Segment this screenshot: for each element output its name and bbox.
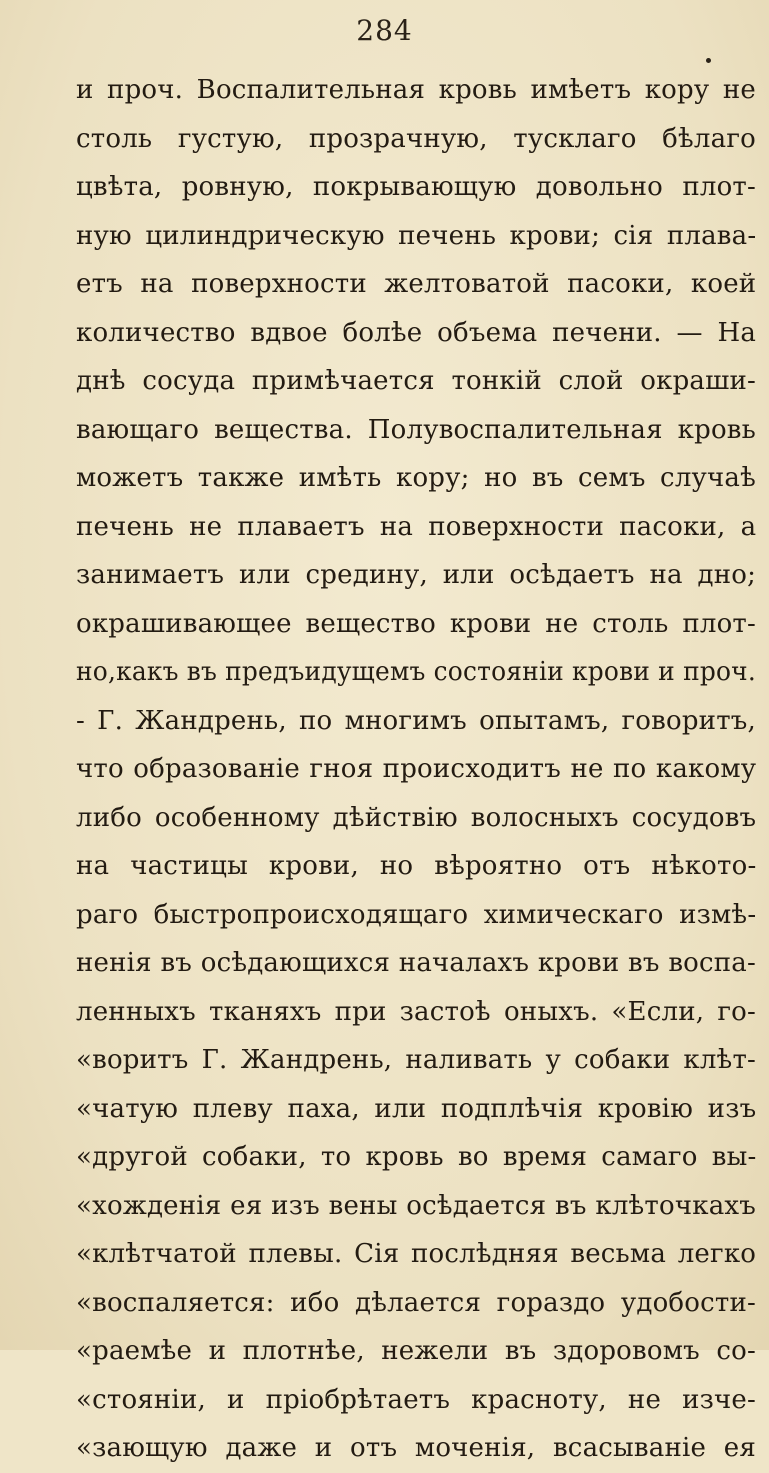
text-line: окрашивающее вещество крови не столь плот- [76,608,756,639]
page-number: 284 [356,14,413,47]
text-line: цвѣта, ровную, покрывающую довольно плот- [76,172,756,202]
ink-speck [706,58,711,63]
text-line: можетъ также имѣть кору; но въ семъ случаѣ [76,463,756,493]
text-line: «стояніи, и пріобрѣтаетъ красноту, не изче- [76,1384,756,1415]
text-line: вающаго вещества. Полувоспалительная кровь [76,414,756,445]
text-line: «раемѣе и плотнѣе, нежели въ здоровомъ со- [76,1336,756,1366]
text-line: количество вдвое болѣе объема печени. — На [76,317,757,348]
text-line: «хожденія ея изъ вены осѣдается въ клѣточкахъ [76,1190,757,1221]
text-line: «зающую даже и отъ моченія, всасываніе ея [76,1433,756,1463]
text-line: столь густую, прозрачную, тусклаго бѣлаго [76,123,756,154]
text-line: печень не плаваетъ на поверхности пасоки, а [76,511,757,542]
text-line: и проч. Воспалительная кровь имѣетъ кору не [76,75,756,105]
body-text [76,66,756,1473]
text-line: ную цилиндрическую печень крови; сія плава- [76,220,757,251]
text-line: «чатую плеву паха, или подплѣчія кровію изъ [76,1093,757,1124]
text-line: «другой собаки, то кровь во время самаго вы- [76,1142,757,1172]
text-line: что образованіе гноя происходитъ не по какому [76,754,757,784]
text-line: занимаетъ или средину, или осѣдаетъ на дно; [76,560,757,590]
text-line: етъ на поверхности желтоватой пасоки, коей [76,269,757,299]
text-line: «воспаляется: ибо дѣлается гораздо удобости- [76,1287,756,1318]
text-line: днѣ сосуда примѣчается тонкій слой окраши- [76,366,756,396]
text-line: ненія въ осѣдающихся началахъ крови въ воспа- [76,948,756,978]
text-line: на частицы крови, но вѣроятно отъ нѣкото- [76,851,757,881]
text-line: либо особенному дѣйствію волосныхъ сосудовъ [76,802,757,833]
text-line: раго быстропроисходящаго химическаго измѣ- [76,899,757,930]
text-line: но,какъ въ предъидущемъ состояніи крови и проч. [76,657,756,687]
text-line: ленныхъ тканяхъ при застоѣ оныхъ. «Если, го- [76,996,756,1027]
text-line: «клѣтчатой плевы. Сія послѣдняя весьма легко [76,1239,757,1269]
text-line: - Г. Жандрень, по многимъ опытамъ, говоритъ, [76,705,756,736]
text-line: «воритъ Г. Жандрень, наливать у собаки клѣт- [76,1045,757,1075]
